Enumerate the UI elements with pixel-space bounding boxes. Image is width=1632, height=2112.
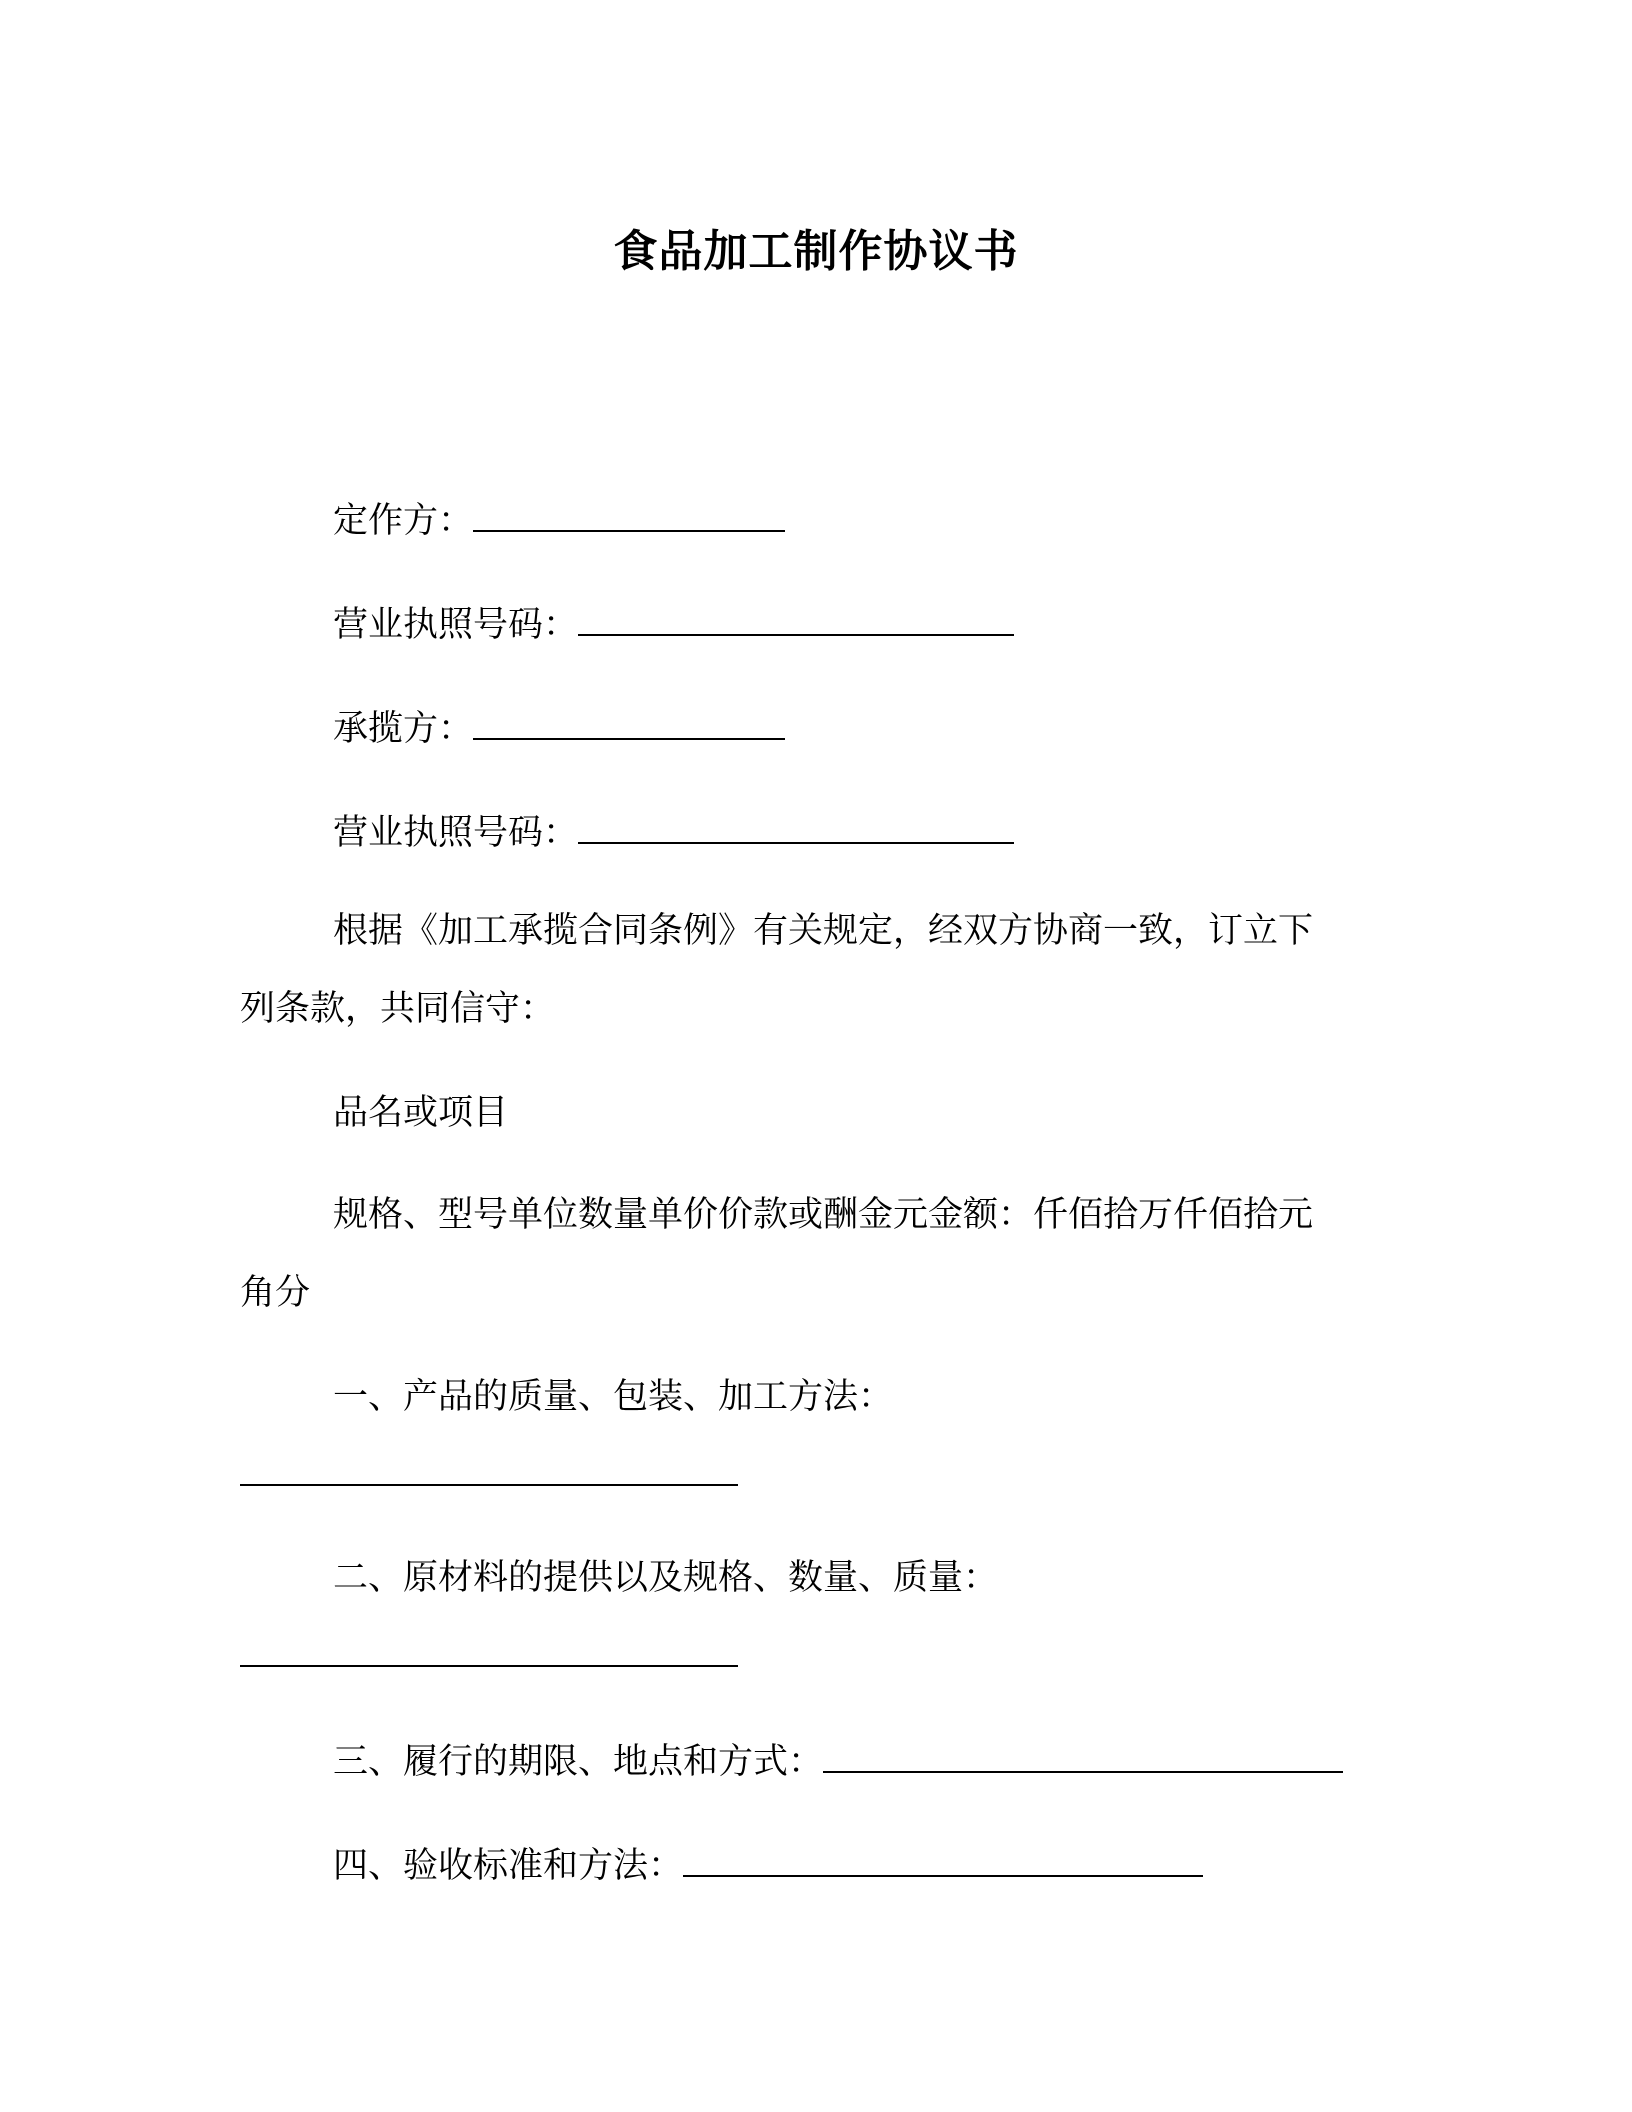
document-title: 食品加工制作协议书 [613,226,1019,277]
license-b-blank[interactable] [578,808,1014,844]
clause-1-blank[interactable] [240,1450,738,1486]
spec-line-1: 规格、型号单位数量单价价款或酬金元金额：仟佰拾万仟佰拾元 [333,1195,1314,1235]
clause-2-blank[interactable] [240,1631,738,1667]
item-heading: 品名或项目 [333,1093,509,1133]
clause-1-answer-line [240,1450,738,1500]
license-b-line [333,808,1014,858]
party-a-line [333,496,785,546]
clause-3-line [333,1737,1343,1787]
license-b-label: 营业执照号码： [333,813,579,853]
party-b-blank[interactable] [473,704,785,740]
spec-line-2: 角分 [240,1273,311,1313]
party-a-label: 定作方： [333,501,474,541]
party-a-blank[interactable] [473,496,785,532]
clause-4: 四、验收标准和方法： [333,1846,684,1886]
license-a-blank[interactable] [578,600,1014,636]
clause-4-line [333,1841,1203,1891]
clause-1: 一、产品的质量、包装、加工方法： [333,1377,894,1417]
clause-3-blank[interactable] [823,1737,1343,1773]
preamble-line-1: 根据《加工承揽合同条例》有关规定，经双方协商一致，订立下 [333,911,1314,951]
license-a-line [333,600,1014,650]
party-b-line [333,704,785,754]
party-b-label: 承揽方： [333,709,474,749]
clause-2-answer-line [240,1631,738,1681]
clause-3: 三、履行的期限、地点和方式： [333,1742,824,1782]
clause-2: 二、原材料的提供以及规格、数量、质量： [333,1558,999,1598]
license-a-label: 营业执照号码： [333,605,579,645]
clause-4-blank[interactable] [683,1841,1203,1877]
preamble-line-2: 列条款，共同信守： [240,989,556,1029]
